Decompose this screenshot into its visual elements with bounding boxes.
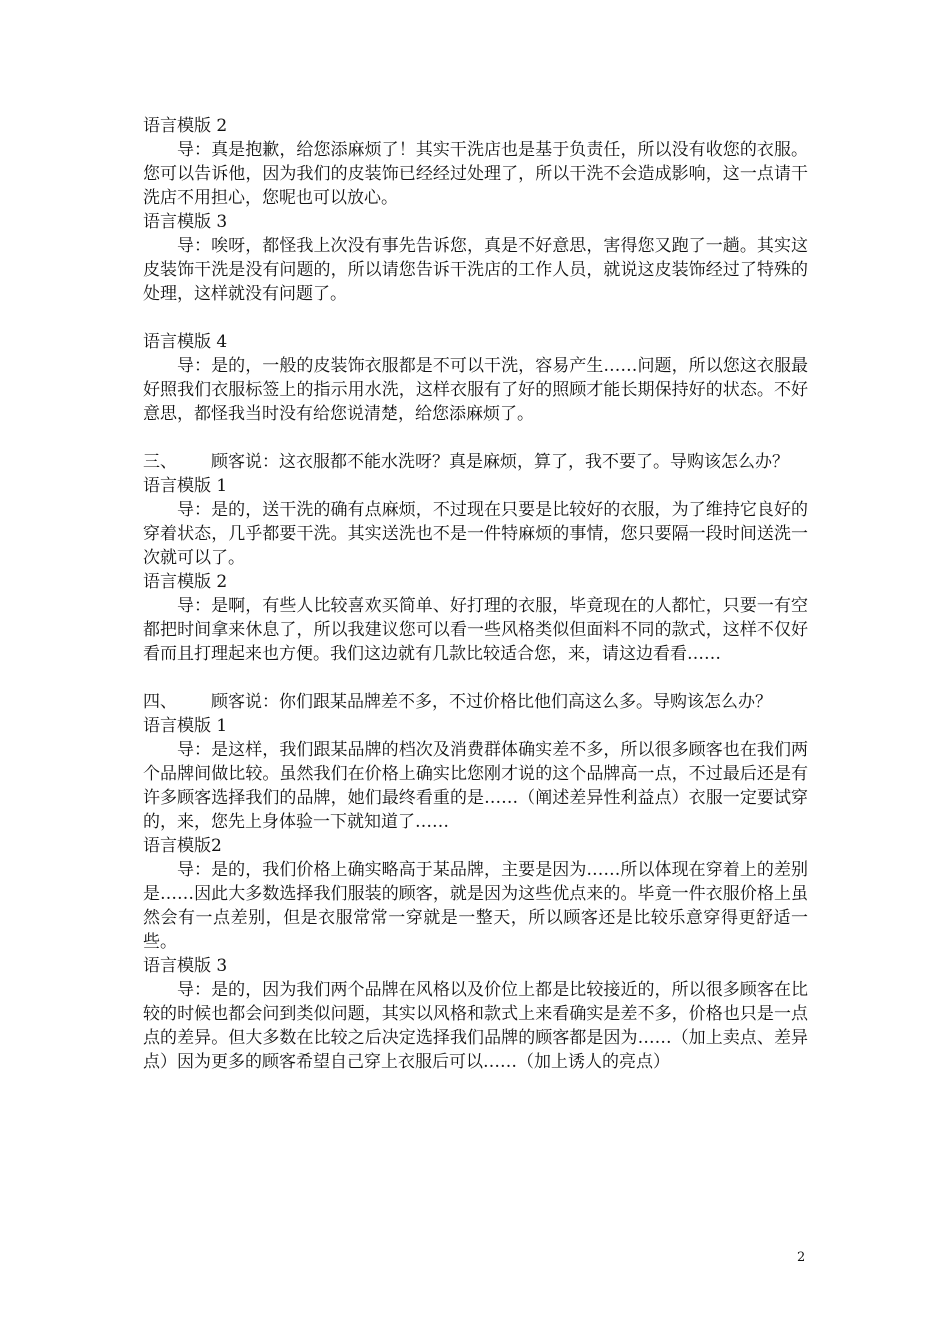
template-heading: 语言模版 1	[143, 716, 228, 736]
dialogue-paragraph: 导：是的，因为我们两个品牌在风格以及价位上都是比较接近的，所以很多顾客在比较的时候也都会问到类似问题，其实以风格和款式上来看确实是差不多，价格也只是一点点的差异。但大多数在比较之后决定选择我们品牌的顾客都是因为……（加上卖点、差异点）因为更多的顾客希望自己穿上衣服后可以……（加上诱人的亮点）	[143, 980, 808, 1072]
section-question	[143, 690, 808, 714]
dialogue-paragraph: 导：是的，一般的皮装饰衣服都是不可以干洗，容易产生……问题，所以您这衣服最好照我们衣服标签上的指示用水洗，这样衣服有了好的照顾才能长期保持好的状态。不好意思，都怪我当时没有给您说清楚，给您添麻烦了。	[143, 356, 808, 424]
section-number: 三、	[143, 452, 177, 472]
template-heading: 语言模版 3	[143, 956, 228, 976]
section-number: 四、	[143, 692, 177, 712]
template-heading: 语言模版2	[143, 836, 222, 856]
section-question	[143, 450, 808, 474]
template-heading: 语言模版 3	[143, 212, 228, 232]
section-text: 顾客说：这衣服都不能水洗呀？真是麻烦，算了，我不要了。导购该怎么办？	[211, 452, 789, 472]
dialogue-paragraph: 导：是啊，有些人比较喜欢买简单、好打理的衣服，毕竟现在的人都忙，只要一有空都把时间拿来休息了，所以我建议您可以看一些风格类似但面料不同的款式，这样不仅好看而且打理起来也方便。我们这边就有几款比较适合您，来，请这边看看……	[143, 596, 808, 664]
blank-line	[143, 426, 808, 450]
section-text: 顾客说：你们跟某品牌差不多，不过价格比他们高这么多。导购该怎么办？	[211, 692, 772, 712]
dialogue-paragraph: 导：真是抱歉，给您添麻烦了！其实干洗店也是基于负责任，所以没有收您的衣服。您可以告诉他，因为我们的皮装饰已经经过处理了，所以干洗不会造成影响，这一点请干洗店不用担心，您呢也可以放心。	[143, 140, 808, 208]
template-heading: 语言模版 2	[143, 116, 228, 136]
document-body	[143, 114, 808, 1074]
template-heading: 语言模版 1	[143, 476, 228, 496]
dialogue-paragraph: 导：是的，送干洗的确有点麻烦，不过现在只要是比较好的衣服，为了维持它良好的穿着状态，几乎都要干洗。其实送洗也不是一件特麻烦的事情，您只要隔一段时间送洗一次就可以了。	[143, 500, 808, 568]
page-number: 2	[797, 1250, 806, 1265]
blank-line	[143, 666, 808, 690]
dialogue-paragraph: 导：是这样，我们跟某品牌的档次及消费群体确实差不多，所以很多顾客也在我们两个品牌间做比较。虽然我们在价格上确实比您刚才说的这个品牌高一点，不过最后还是有许多顾客选择我们的品牌，她们最终看重的是……（阐述差异性利益点）衣服一定要试穿的，来，您先上身体验一下就知道了……	[143, 740, 808, 832]
template-heading: 语言模版 2	[143, 572, 228, 592]
dialogue-paragraph: 导：唉呀，都怪我上次没有事先告诉您，真是不好意思，害得您又跑了一趟。其实这皮装饰干洗是没有问题的，所以请您告诉干洗店的工作人员，就说这皮装饰经过了特殊的处理，这样就没有问题了。	[143, 236, 808, 304]
template-heading: 语言模版 4	[143, 332, 228, 352]
dialogue-paragraph: 导：是的，我们价格上确实略高于某品牌，主要是因为……所以体现在穿着上的差别是……因此大多数选择我们服装的顾客，就是因为这些优点来的。毕竟一件衣服价格上虽然会有一点差别，但是衣服常常一穿就是一整天，所以顾客还是比较乐意穿得更舒适一些。	[143, 860, 808, 952]
blank-line	[143, 306, 808, 330]
